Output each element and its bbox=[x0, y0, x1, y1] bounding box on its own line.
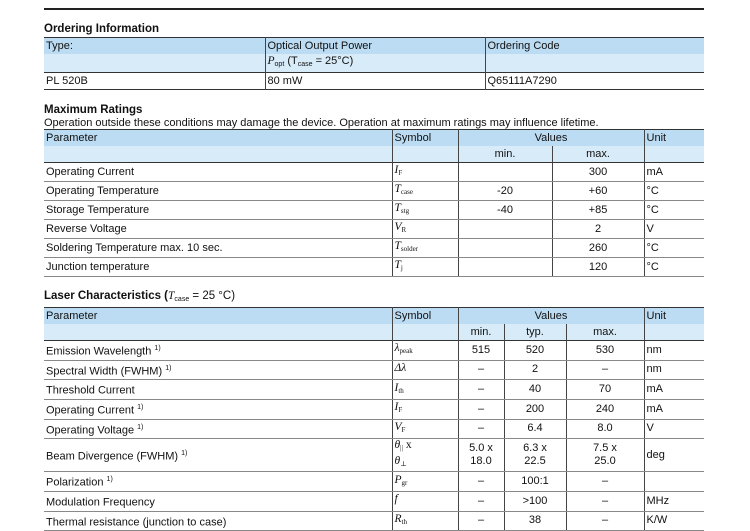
mr-min bbox=[458, 258, 552, 277]
lc-max: – bbox=[566, 511, 644, 531]
lc-parameter: Emission Wavelength $^{1)}$ bbox=[44, 341, 392, 361]
lc-typ: 2 bbox=[504, 360, 566, 380]
lc-unit: nm bbox=[644, 341, 704, 361]
lc-symbol: Δλ bbox=[392, 360, 458, 380]
mr-parameter: Storage Temperature bbox=[44, 201, 392, 220]
lc-parameter: Polarization $^{1)}$ bbox=[44, 472, 392, 492]
lc-divergence-min: 5.0 x 18.0 bbox=[458, 439, 504, 472]
mr-symbol: $T_j$ bbox=[392, 258, 458, 277]
lc-divergence-parameter: Beam Divergence (FWHM) $^{1)}$ bbox=[44, 439, 392, 472]
mr-unit: mA bbox=[644, 163, 704, 182]
lc-typ: 40 bbox=[504, 380, 566, 400]
table-row bbox=[44, 472, 704, 492]
lc-unit: K/W bbox=[644, 511, 704, 531]
mr-symbol: $T_{case}$ bbox=[392, 182, 458, 201]
laser-table bbox=[44, 307, 704, 531]
lc-min: – bbox=[458, 491, 504, 511]
lc-symbol: $V_F$ bbox=[392, 419, 458, 439]
mr-min bbox=[458, 163, 552, 182]
ordering-table bbox=[44, 37, 704, 90]
lc-header-parameter: Parameter bbox=[46, 309, 98, 322]
lc-min: – bbox=[458, 360, 504, 380]
ordering-code-value: Q65111A7290 bbox=[485, 73, 704, 90]
lc-header-symbol: Symbol bbox=[392, 308, 458, 325]
lc-parameter: Thermal resistance (junction to case) bbox=[44, 511, 392, 531]
table-row bbox=[44, 439, 704, 472]
lc-typ: 6.4 bbox=[504, 419, 566, 439]
table-row bbox=[44, 239, 704, 258]
lc-symbol: $I_F$ bbox=[392, 399, 458, 419]
ordering-power-value: 80 mW bbox=[265, 73, 485, 90]
lc-unit: V bbox=[644, 419, 704, 439]
lc-header-values: Values bbox=[458, 308, 644, 325]
mr-max: 260 bbox=[552, 239, 644, 258]
lc-header-min: min. bbox=[458, 324, 504, 341]
lc-max: 8.0 bbox=[566, 419, 644, 439]
ordering-title: Ordering Information bbox=[44, 23, 159, 35]
table-row bbox=[44, 341, 704, 361]
mr-min bbox=[458, 220, 552, 239]
table-row bbox=[44, 182, 704, 201]
table-row bbox=[44, 360, 704, 380]
mr-unit: °C bbox=[644, 258, 704, 277]
lc-max: – bbox=[566, 472, 644, 492]
mr-header-max: max. bbox=[552, 146, 644, 163]
laser-title: Laser Characteristics ($T_{case} = 25$ °C) bbox=[44, 290, 236, 303]
lc-divergence-symbol: $\theta_{||}$ x $\theta_\perp$ bbox=[392, 439, 458, 472]
lc-header-unit: Unit bbox=[644, 308, 704, 325]
mr-max: 2 bbox=[552, 220, 644, 239]
lc-max: 530 bbox=[566, 341, 644, 361]
lc-min: – bbox=[458, 511, 504, 531]
lc-min: 515 bbox=[458, 341, 504, 361]
table-row bbox=[44, 491, 704, 511]
ordering-type-value: PL 520B bbox=[46, 74, 88, 87]
lc-min: – bbox=[458, 472, 504, 492]
mr-symbol: $V_R$ bbox=[392, 220, 458, 239]
max-ratings-title: Maximum Ratings bbox=[44, 104, 143, 116]
mr-unit: °C bbox=[644, 182, 704, 201]
lc-symbol: $R_{th}$ bbox=[392, 511, 458, 531]
lc-unit: nm bbox=[644, 360, 704, 380]
mr-symbol: $T_{solder}$ bbox=[392, 239, 458, 258]
datasheet-page bbox=[44, 0, 704, 531]
mr-parameter: Junction temperature bbox=[44, 258, 392, 277]
lc-symbol: $\lambda_{peak}$ bbox=[392, 341, 458, 361]
lc-max: 70 bbox=[566, 380, 644, 400]
lc-typ: 38 bbox=[504, 511, 566, 531]
mr-symbol: $T_{stg}$ bbox=[392, 201, 458, 220]
lc-divergence-unit: deg bbox=[644, 439, 704, 472]
mr-parameter: Soldering Temperature max. 10 sec. bbox=[44, 239, 392, 258]
mr-symbol: $I_F$ bbox=[392, 163, 458, 182]
lc-max: – bbox=[566, 491, 644, 511]
lc-unit: MHz bbox=[644, 491, 704, 511]
table-row bbox=[44, 511, 704, 531]
mr-unit: °C bbox=[644, 201, 704, 220]
table-row bbox=[44, 220, 704, 239]
table-row bbox=[44, 419, 704, 439]
ordering-header-power: Optical Output Power bbox=[265, 38, 485, 55]
ordering-power-condition: $P_{opt}$ $(T_{case} = 25^\circ C)$ bbox=[265, 54, 485, 73]
lc-parameter: Threshold Current bbox=[44, 380, 392, 400]
lc-unit bbox=[644, 472, 704, 492]
lc-max: – bbox=[566, 360, 644, 380]
mr-max: 300 bbox=[552, 163, 644, 182]
mr-max: 120 bbox=[552, 258, 644, 277]
mr-max: +60 bbox=[552, 182, 644, 201]
lc-header-max: max. bbox=[566, 324, 644, 341]
mr-header-min: min. bbox=[458, 146, 552, 163]
lc-typ: >100 bbox=[504, 491, 566, 511]
mr-max: +85 bbox=[552, 201, 644, 220]
ordering-header-code: Ordering Code bbox=[485, 38, 704, 55]
mr-parameter: Operating Temperature bbox=[44, 182, 392, 201]
mr-min bbox=[458, 239, 552, 258]
lc-symbol: $P_{gr}$ bbox=[392, 472, 458, 492]
mr-header-symbol: Symbol bbox=[392, 130, 458, 147]
lc-unit: mA bbox=[644, 399, 704, 419]
table-row bbox=[44, 380, 704, 400]
lc-unit: mA bbox=[644, 380, 704, 400]
ordering-header-type: Type: bbox=[46, 39, 73, 52]
table-row bbox=[44, 73, 704, 90]
lc-parameter: Operating Voltage $^{1)}$ bbox=[44, 419, 392, 439]
table-row bbox=[44, 201, 704, 220]
table-row bbox=[44, 258, 704, 277]
lc-parameter: Modulation Frequency bbox=[44, 491, 392, 511]
lc-typ: 100:1 bbox=[504, 472, 566, 492]
lc-min: – bbox=[458, 399, 504, 419]
lc-symbol: f bbox=[392, 491, 458, 511]
mr-unit: V bbox=[644, 220, 704, 239]
lc-max: 240 bbox=[566, 399, 644, 419]
lc-divergence-typ: 6.3 x 22.5 bbox=[504, 439, 566, 472]
lc-typ: 200 bbox=[504, 399, 566, 419]
table-row bbox=[44, 163, 704, 182]
lc-min: – bbox=[458, 419, 504, 439]
mr-header-parameter: Parameter bbox=[46, 131, 98, 144]
mr-header-unit: Unit bbox=[644, 130, 704, 147]
mr-unit: °C bbox=[644, 239, 704, 258]
max-ratings-note: Operation outside these conditions may damage the device. Operation at maximum ratings may influence lifetime. bbox=[44, 117, 599, 129]
mr-min: -20 bbox=[458, 182, 552, 201]
lc-symbol: $I_{th}$ bbox=[392, 380, 458, 400]
max-ratings-table bbox=[44, 129, 704, 277]
table-row bbox=[44, 399, 704, 419]
lc-typ: 520 bbox=[504, 341, 566, 361]
mr-parameter: Operating Current bbox=[44, 163, 392, 182]
lc-parameter: Spectral Width (FWHM) $^{1)}$ bbox=[44, 360, 392, 380]
lc-min: – bbox=[458, 380, 504, 400]
lc-header-typ: typ. bbox=[504, 324, 566, 341]
mr-parameter: Reverse Voltage bbox=[44, 220, 392, 239]
mr-min: -40 bbox=[458, 201, 552, 220]
lc-parameter: Operating Current $^{1)}$ bbox=[44, 399, 392, 419]
mr-header-values: Values bbox=[458, 130, 644, 147]
lc-divergence-max: 7.5 x 25.0 bbox=[566, 439, 644, 472]
